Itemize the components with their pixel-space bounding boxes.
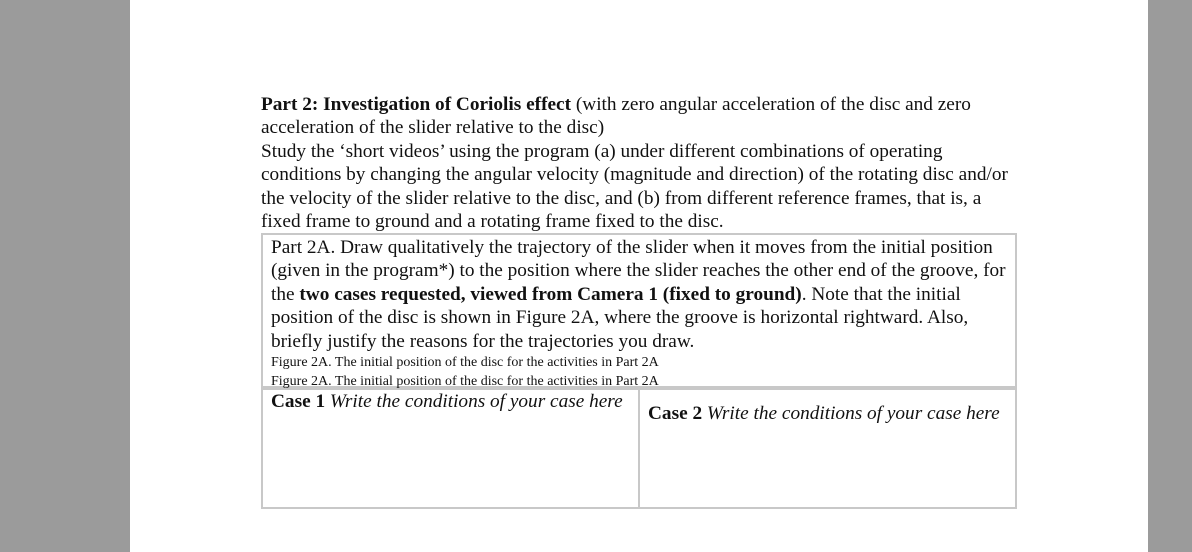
part2-heading-rest: (with zero angular acceleration of the disc and zero acceleration of the slider relative to the disc) [261,94,971,139]
part2-heading [261,93,1021,140]
case1-cell[interactable] [261,388,639,509]
part2a-box [261,233,1017,388]
figure-caption: Figure 2A. The initial position of the disc for the activities in Part 2A [271,355,659,371]
cases-table [261,388,1017,509]
case1-label: Case 1 [271,391,326,412]
case2-cell[interactable] [639,388,1017,509]
part2-intro: Study the ‘short videos’ using the program (a) under different combinations of operating conditions by changing the angular velocity (magnitude and direction) of the rotating disc and/or the velocity of the slider relative to the disc, and (b) from different reference frames, that is, a fixed frame to ground and a rotating frame fixed to the disc. [261,140,1008,233]
part2-section [261,93,1021,233]
case2-prompt: Write the conditions of your case here [702,403,1000,424]
part2-heading-bold: Part 2: Investigation of Coriolis effect [261,94,572,115]
part2a-text-1: Part 2A. Draw qualitatively the trajectory of the slider when it moves from the initial position (given in the program*) to the position where the slider reaches the other end of the groove, for the [271,237,1006,305]
part2a-text-2: . Note that the initial position of the disc is shown in Figure 2A, where the groove is horizontal rightward. Also, briefly justify the reasons for the trajectories you draw. [271,283,969,352]
part2a-instructions [271,236,1007,353]
part2a-text-bold: two cases requested, viewed from Camera 1 (fixed to ground) [299,283,802,305]
document-page [130,0,1148,552]
case2-label: Case 2 [648,403,703,424]
case1-prompt: Write the conditions of your case here [325,391,623,412]
figure-caption-repeat: Figure 2A. The initial position of the disc for the activities in Part 2A [271,374,659,390]
